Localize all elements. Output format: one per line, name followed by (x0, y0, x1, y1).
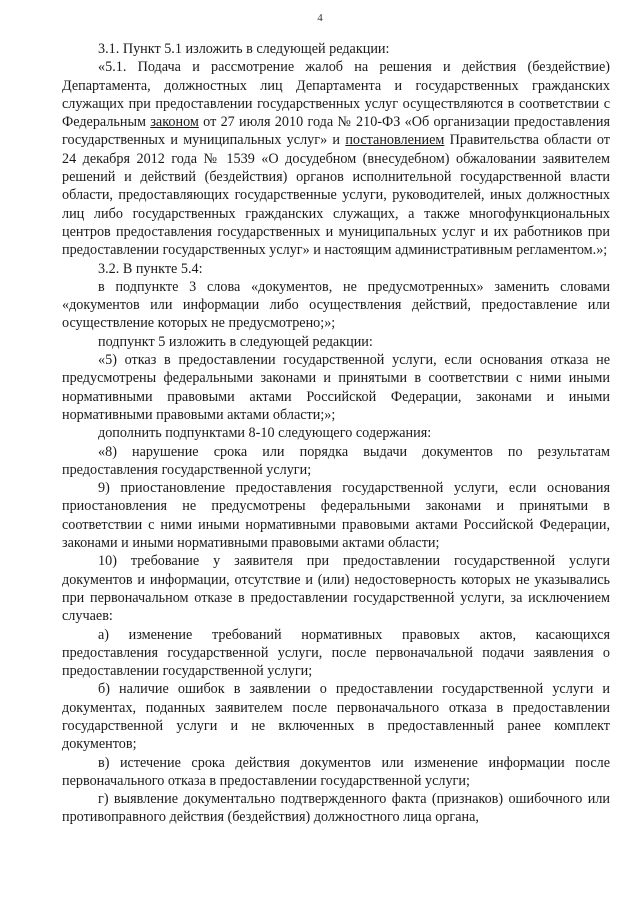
paragraph: «5) отказ в предоставлении государственной услуги, если основания отказа не предусмотрены федеральными законами и принятыми в соответствии с ними иными нормативными правовыми актами Российской Федерации, законами и иными нормативными правовыми актами области;»; (62, 352, 610, 423)
paragraph: в подпункте 3 слова «документов, не предусмотренных» заменить словами «документов или информации либо осуществления действий, предоставление или осуществление которых не предусмотрено;»; (62, 278, 610, 332)
paragraph: б) наличие ошибок в заявлении о предоставлении государственной услуги и документах, поданных заявителем после первоначального отказа в предоставлении государственной услуги и не включенных в предоставленный ранее комплект документов; (62, 681, 610, 753)
paragraph: в) истечение срока действия документов или изменение информации после первоначального отказа в предоставлении государственной услуги; (62, 754, 610, 789)
paragraph: 3.1. Пункт 5.1 изложить в следующей редакции: (98, 41, 390, 57)
paragraph: дополнить подпунктами 8-10 следующего содержания: (98, 425, 432, 442)
paragraph: подпункт 5 изложить в следующей редакции: (98, 333, 373, 350)
paragraph: «8) нарушение срока или порядка выдачи документов по результатам предоставления государственной услуги; (62, 443, 610, 478)
paragraph: 3.2. В пункте 5.4: (98, 260, 203, 277)
paragraph: «5.1. Подача и рассмотрение жалоб на решения и действия (бездействие) Департамента, должностных лиц Департамента и государственных гражданских служащих при предоставлении государственных услуг осуществляются в соответствии с Федеральным законом от 27 июля 2010 года № 210-ФЗ «Об организации предоставления государственных и муниципальных услуг» и постановлением Правительства области от 24 декабря 2012 года № 1539 «О досудебном (внесудебном) обжаловании заявителем решений и действий (бездействия) органов исполнительной государственной власти области, предоставляющих государственные услуги, руководителей, иных должностных лиц либо государственных гражданских служащих, а также многофункциональных центров предоставления государственных и муниципальных услуг и их работников при предоставлении государственных услуг» и настоящим административным регламентом.»; (62, 59, 610, 259)
page-number: 4 (317, 12, 323, 24)
paragraph: 9) приостановление предоставления государственной услуги, если основания приостановления не предусмотрены федеральными законами и принятыми в соответствии с ними иными нормативными правовыми актами Российской Федерации, законами и иными нормативными правовыми актами области; (62, 480, 610, 552)
paragraph: 10) требование у заявителя при предоставлении государственной услуги документов и информации, отсутствие и (или) недостоверность которых не указывались при первоначальном отказе в предоставлении государственной услуги, за исключением случаев: (62, 553, 610, 625)
resolution-link[interactable]: постановлением (345, 132, 445, 149)
document-body (62, 40, 610, 827)
paragraph: г) выявление документально подтвержденного факта (признаков) ошибочного или противоправного действия (бездействия) должностного лица органа, (62, 791, 610, 826)
law-link[interactable]: законом (150, 114, 199, 131)
paragraph: а) изменение требований нормативных правовых актов, касающихся предоставления государственной услуги, после первоначальной подачи заявления о предоставлении государственной услуги; (62, 626, 610, 680)
